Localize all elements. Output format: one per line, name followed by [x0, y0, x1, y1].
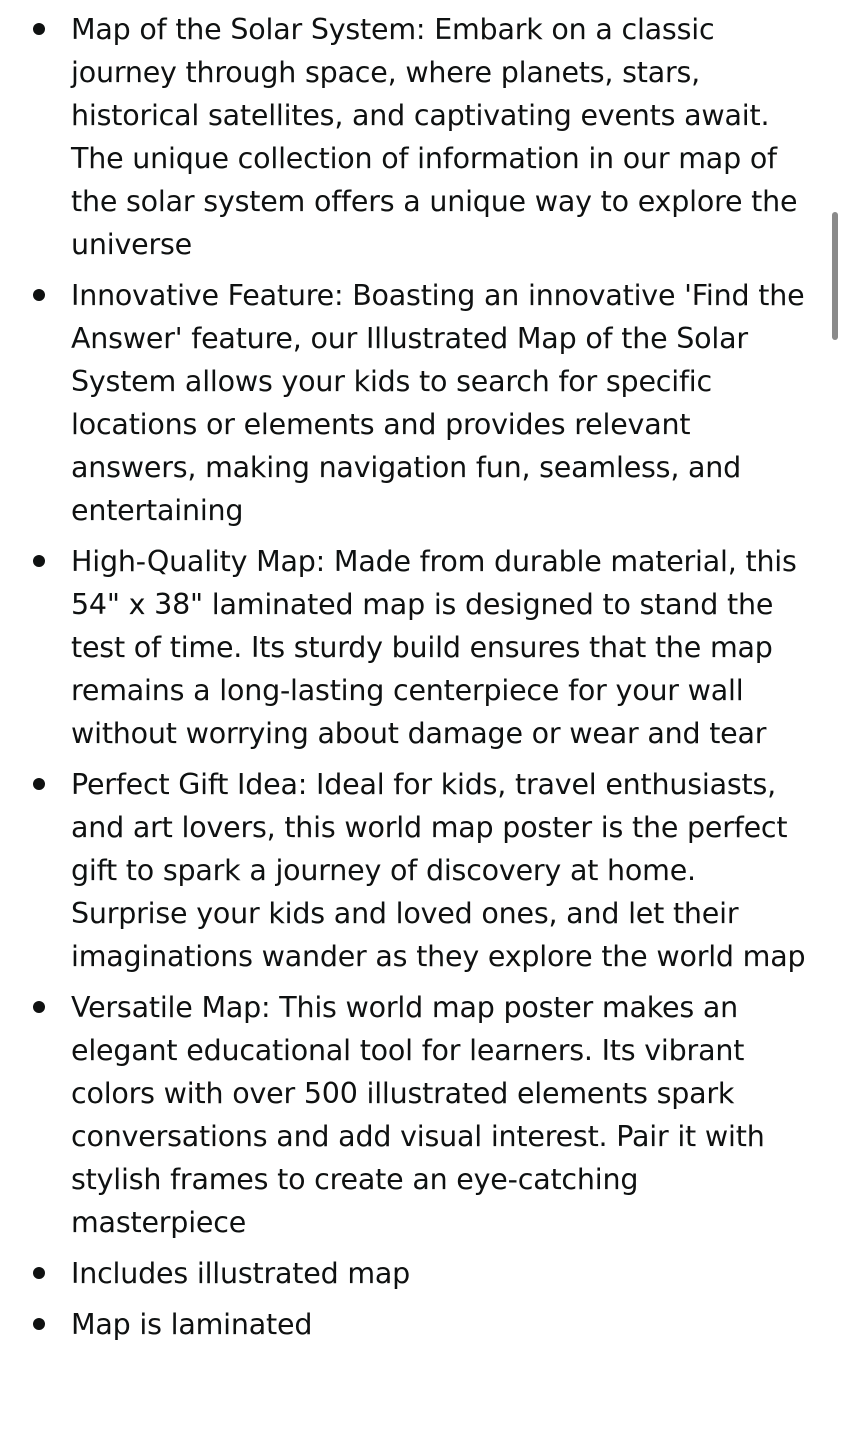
bullet-dot-icon — [33, 1001, 45, 1013]
bullet-dot-icon — [33, 555, 45, 567]
bullet-dot-icon — [33, 23, 45, 35]
bullet-dot-icon — [33, 778, 45, 790]
bullet-text: Versatile Map: This world map poster makes an elegant educational tool for learners. Its vibrant colors with over 500 illustrated elements spark conversations and add visual interest. Pair it with stylish frames to create an eye-catching masterpiece — [71, 991, 765, 1239]
bullet-text: Map of the Solar System: Embark on a classic journey through space, where planets, stars, historical satellites, and captivating events await. The unique collection of information in our map of the solar system offers a unique way to explore the universe — [71, 13, 798, 261]
bullet-text: Includes illustrated map — [71, 1257, 411, 1290]
list-item — [0, 763, 844, 978]
bullet-dot-icon — [33, 289, 45, 301]
list-item — [0, 540, 844, 755]
feature-bullet-list — [0, 8, 844, 1354]
list-item — [0, 986, 844, 1244]
scrollbar-thumb[interactable] — [832, 212, 838, 340]
list-item — [0, 1252, 844, 1295]
list-item — [0, 274, 844, 532]
bullet-text: Innovative Feature: Boasting an innovative 'Find the Answer' feature, our Illustrated Map of the Solar System allows your kids to search for specific locations or elements and provides relevant answers, making navigation fun, seamless, and entertaining — [71, 279, 805, 527]
bullet-dot-icon — [33, 1267, 45, 1279]
list-item — [0, 8, 844, 266]
bullet-text: High-Quality Map: Made from durable material, this 54" x 38" laminated map is designed to stand the test of time. Its sturdy build ensures that the map remains a long-lasting centerpiece for your wall without worrying about damage or wear and tear — [71, 545, 797, 750]
bullet-text: Map is laminated — [71, 1308, 313, 1341]
list-item — [0, 1303, 844, 1346]
bullet-dot-icon — [33, 1318, 45, 1330]
bullet-text: Perfect Gift Idea: Ideal for kids, travel enthusiasts, and art lovers, this world map poster is the perfect gift to spark a journey of discovery at home. Surprise your kids and loved ones, and let their imaginations wander as they explore the world map — [71, 768, 806, 973]
